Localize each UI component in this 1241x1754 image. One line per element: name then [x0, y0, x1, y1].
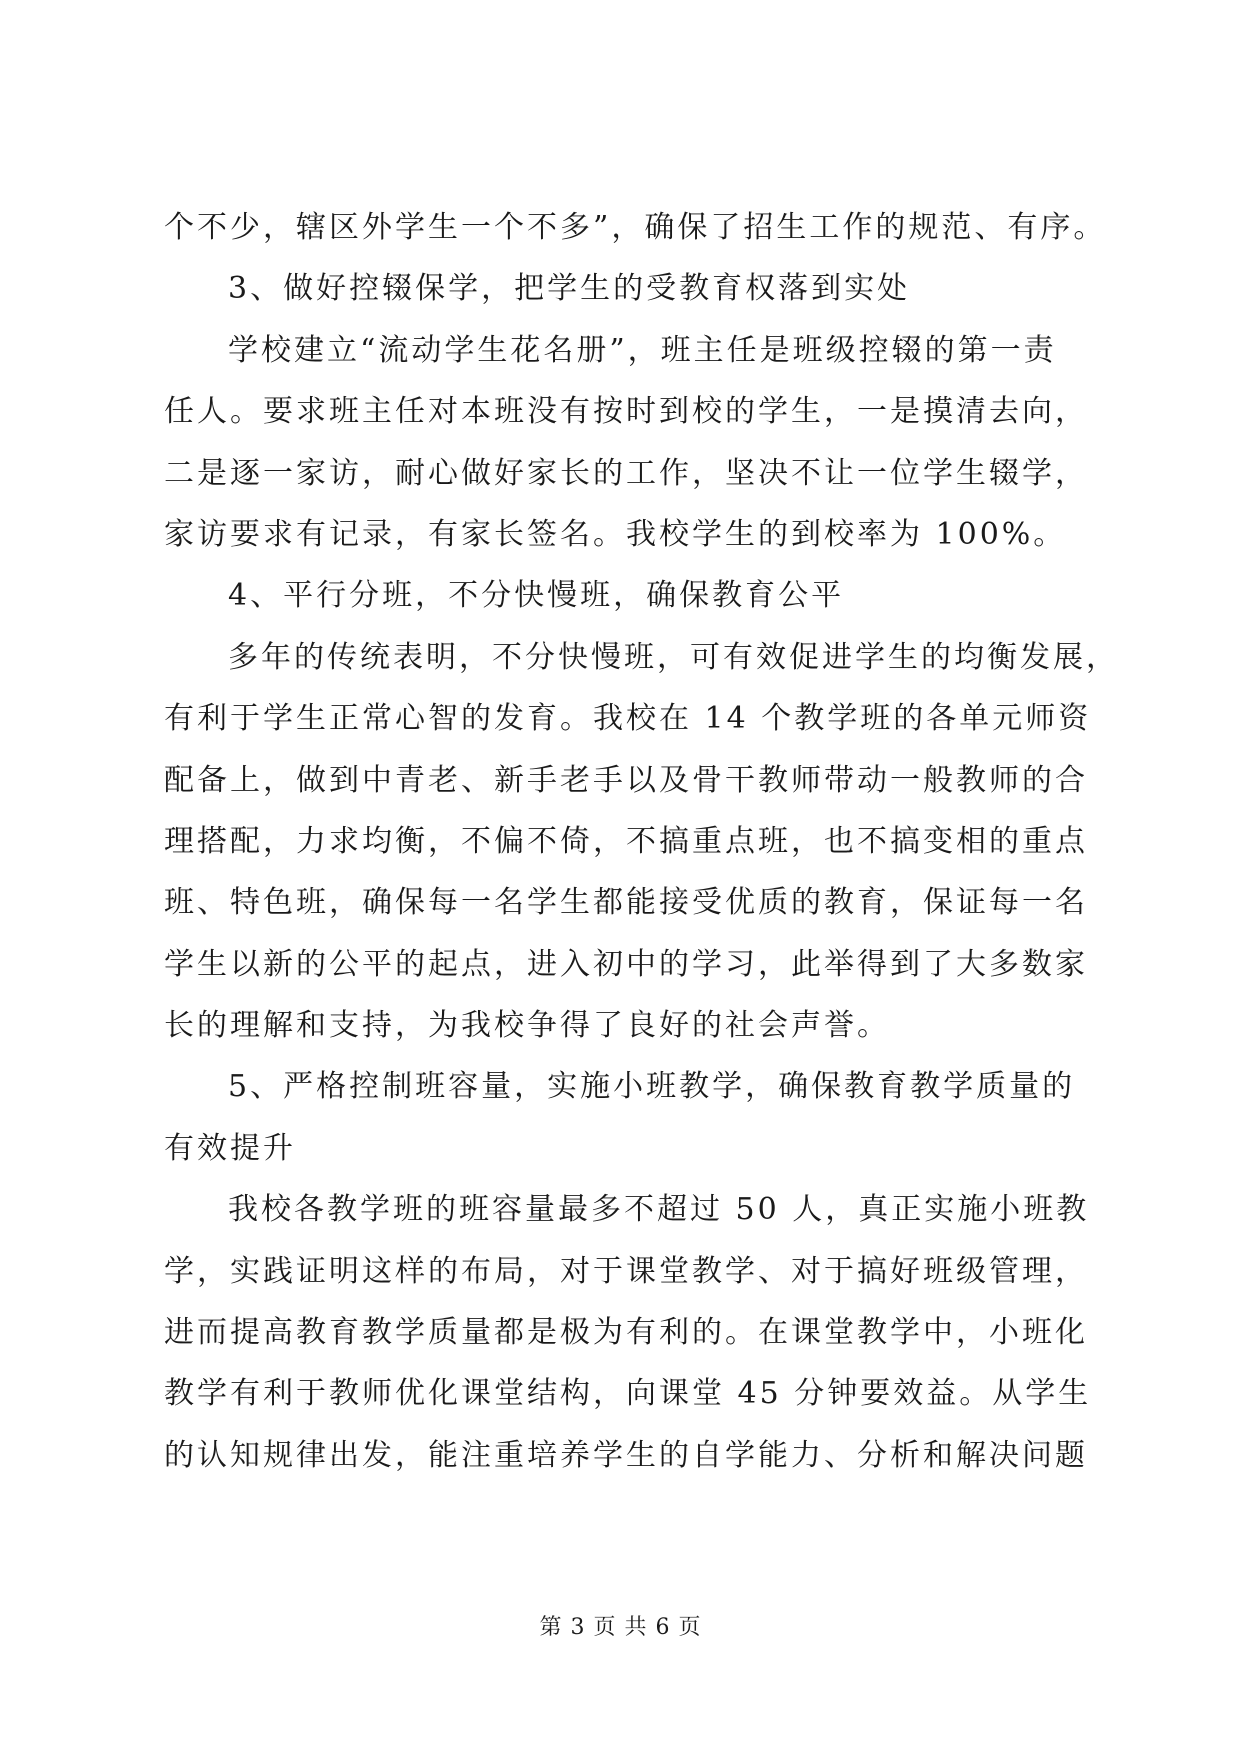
text-line: 我校各教学班的班容量最多不超过 50 人，真正实施小班教 — [228, 1192, 1090, 1228]
section-heading-3: 3、做好控辍保学，把学生的受教育权落到实处 — [228, 271, 911, 307]
text-line: 长的理解和支持，为我校争得了良好的社会声誉。 — [164, 1008, 890, 1044]
text-line: 理搭配，力求均衡，不偏不倚，不搞重点班，也不搞变相的重点 — [164, 823, 1088, 859]
section-heading-4: 4、平行分班，不分快慢班，确保教育公平 — [228, 578, 845, 614]
text-line: 二是逐一家访，耐心做好家长的工作，坚决不让一位学生辍学， — [164, 455, 1088, 491]
text-line: 学生以新的公平的起点，进入初中的学习，此举得到了大多数家 — [164, 946, 1088, 982]
page-number-footer: 第 3 页 共 6 页 — [539, 1615, 702, 1640]
text-line: 教学有利于教师优化课堂结构，向课堂 45 分钟要效益。从学生 — [164, 1376, 1092, 1412]
text-line: 进而提高教育教学质量都是极为有利的。在课堂教学中，小班化 — [164, 1315, 1088, 1351]
text-line: 的认知规律出发，能注重培养学生的自学能力、分析和解决问题 — [164, 1437, 1088, 1473]
text-line: 学，实践证明这样的布局，对于课堂教学、对于搞好班级管理， — [164, 1253, 1088, 1289]
text-line: 学校建立“流动学生花名册”，班主任是班级控辍的第一责 — [228, 332, 1057, 368]
text-line: 个不少，辖区外学生一个不多”，确保了招生工作的规范、有序。 — [164, 210, 1107, 245]
text-line: 多年的传统表明，不分快慢班，可有效促进学生的均衡发展， — [228, 639, 1119, 675]
text-line: 配备上，做到中青老、新手老手以及骨干教师带动一般教师的合 — [164, 762, 1088, 798]
section-heading-5-continued: 有效提升 — [164, 1130, 296, 1166]
document-body — [164, 197, 1119, 1486]
text-line: 家访要求有记录，有家长签名。我校学生的到校率为 100%。 — [164, 516, 1067, 552]
text-line: 任人。要求班主任对本班没有按时到校的学生，一是摸清去向， — [164, 394, 1088, 430]
text-line: 班、特色班，确保每一名学生都能接受优质的教育，保证每一名 — [164, 885, 1088, 921]
text-line: 有利于学生正常心智的发育。我校在 14 个教学班的各单元师资 — [164, 701, 1092, 737]
section-heading-5: 5、严格控制班容量，实施小班教学，确保教育教学质量的 — [228, 1069, 1076, 1105]
